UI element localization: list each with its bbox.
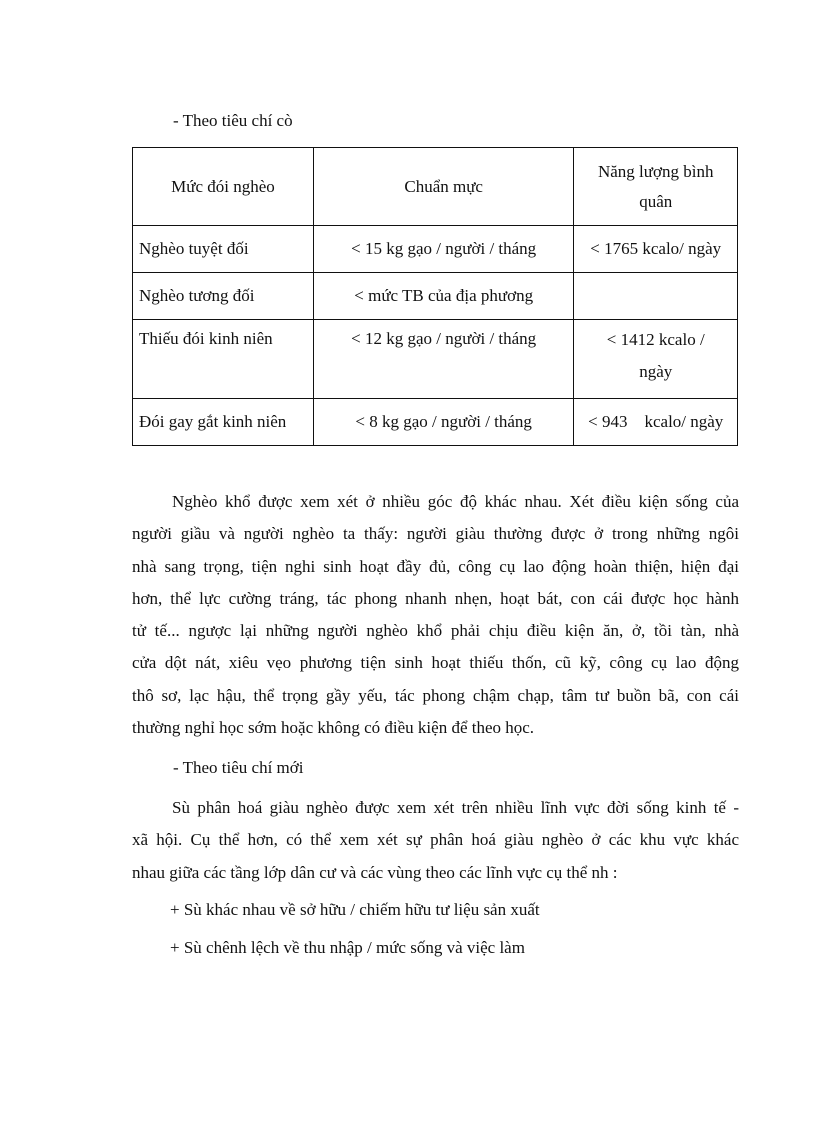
cell-level: Thiếu đói kinh niên bbox=[133, 320, 314, 399]
table-row bbox=[133, 226, 738, 273]
cell-energy: < 1412 kcalo / ngày bbox=[574, 320, 738, 399]
header-energy: Năng lượng bình quân bbox=[574, 148, 738, 226]
paragraph-line: hơn, thể lực cường tráng, tác phong nhanh nhẹn, hoạt bát, con cái được học hành bbox=[132, 588, 739, 608]
cell-energy: < 943 kcalo/ ngày bbox=[574, 399, 738, 446]
cell-standard: < 15 kg gạo / người / tháng bbox=[313, 226, 574, 273]
paragraph-poverty-description bbox=[132, 486, 739, 744]
paragraph-line: Nghèo khổ được xem xét ở nhiều góc độ khác nhau. Xét điều kiện sống của bbox=[172, 492, 739, 511]
paragraph-line: thường nghỉ học sớm hoặc không có điều kiện để theo học. bbox=[132, 718, 535, 738]
paragraph-line: tử tế... ngược lại những người nghèo khổ phải chịu điều kiện ăn, ở, tồi tàn, nhà bbox=[132, 621, 739, 641]
cell-level: Nghèo tuyệt đối bbox=[133, 226, 314, 273]
cell-energy: < 1765 kcalo/ ngày bbox=[574, 226, 738, 273]
table-header-row bbox=[133, 148, 738, 226]
cell-level: Đói gay gắt kinh niên bbox=[133, 399, 314, 446]
bullet-ownership: + Sù khác nhau về sở hữu / chiếm hữu tư liệu sản xuất bbox=[170, 900, 540, 919]
paragraph-line: Sù phân hoá giàu nghèo được xem xét trên nhiều lĩnh vực đời sống kinh tế - bbox=[172, 798, 739, 817]
paragraph-line: nhau giữa các tầng lớp dân cư và các vùng theo các lĩnh vực cụ thể nh : bbox=[132, 862, 618, 882]
heading-old-criteria: - Theo tiêu chí cò bbox=[173, 111, 293, 130]
header-level: Mức đói nghèo bbox=[133, 148, 314, 226]
cell-energy bbox=[574, 273, 738, 320]
table-row bbox=[133, 399, 738, 446]
header-standard: Chuẩn mực bbox=[313, 148, 574, 226]
cell-standard: < 12 kg gạo / người / tháng bbox=[313, 320, 574, 399]
heading-new-criteria: - Theo tiêu chí mới bbox=[173, 758, 304, 777]
paragraph-line: thô sơ, lạc hậu, thể trọng gầy yếu, tác phong chậm chạp, tâm tư buồn bã, con cái bbox=[132, 685, 739, 705]
bullet-income: + Sù chênh lệch về thu nhập / mức sống và việc làm bbox=[170, 938, 525, 957]
paragraph-line: cửa dột nát, xiêu vẹo phương tiện sinh hoạt thiếu thốn, cũ kỹ, công cụ lao động bbox=[132, 653, 739, 673]
poverty-criteria-table bbox=[132, 147, 738, 446]
cell-standard: < 8 kg gạo / người / tháng bbox=[313, 399, 574, 446]
paragraph-line: nhà sang trọng, tiện nghi sinh hoạt đầy đủ, công cụ lao động hoàn thiện, hiện đại bbox=[132, 556, 739, 576]
cell-level: Nghèo tương đối bbox=[133, 273, 314, 320]
cell-standard: < mức TB của địa phương bbox=[313, 273, 574, 320]
paragraph-differentiation bbox=[132, 792, 739, 889]
table-row bbox=[133, 320, 738, 399]
paragraph-line: người giầu và người nghèo ta thấy: người giàu thường được ở trong những ngôi bbox=[132, 524, 739, 544]
paragraph-line: xã hội. Cụ thể hơn, có thể xem xét sự phân hoá giàu nghèo ở các khu vực khác bbox=[132, 830, 739, 850]
table-row bbox=[133, 273, 738, 320]
